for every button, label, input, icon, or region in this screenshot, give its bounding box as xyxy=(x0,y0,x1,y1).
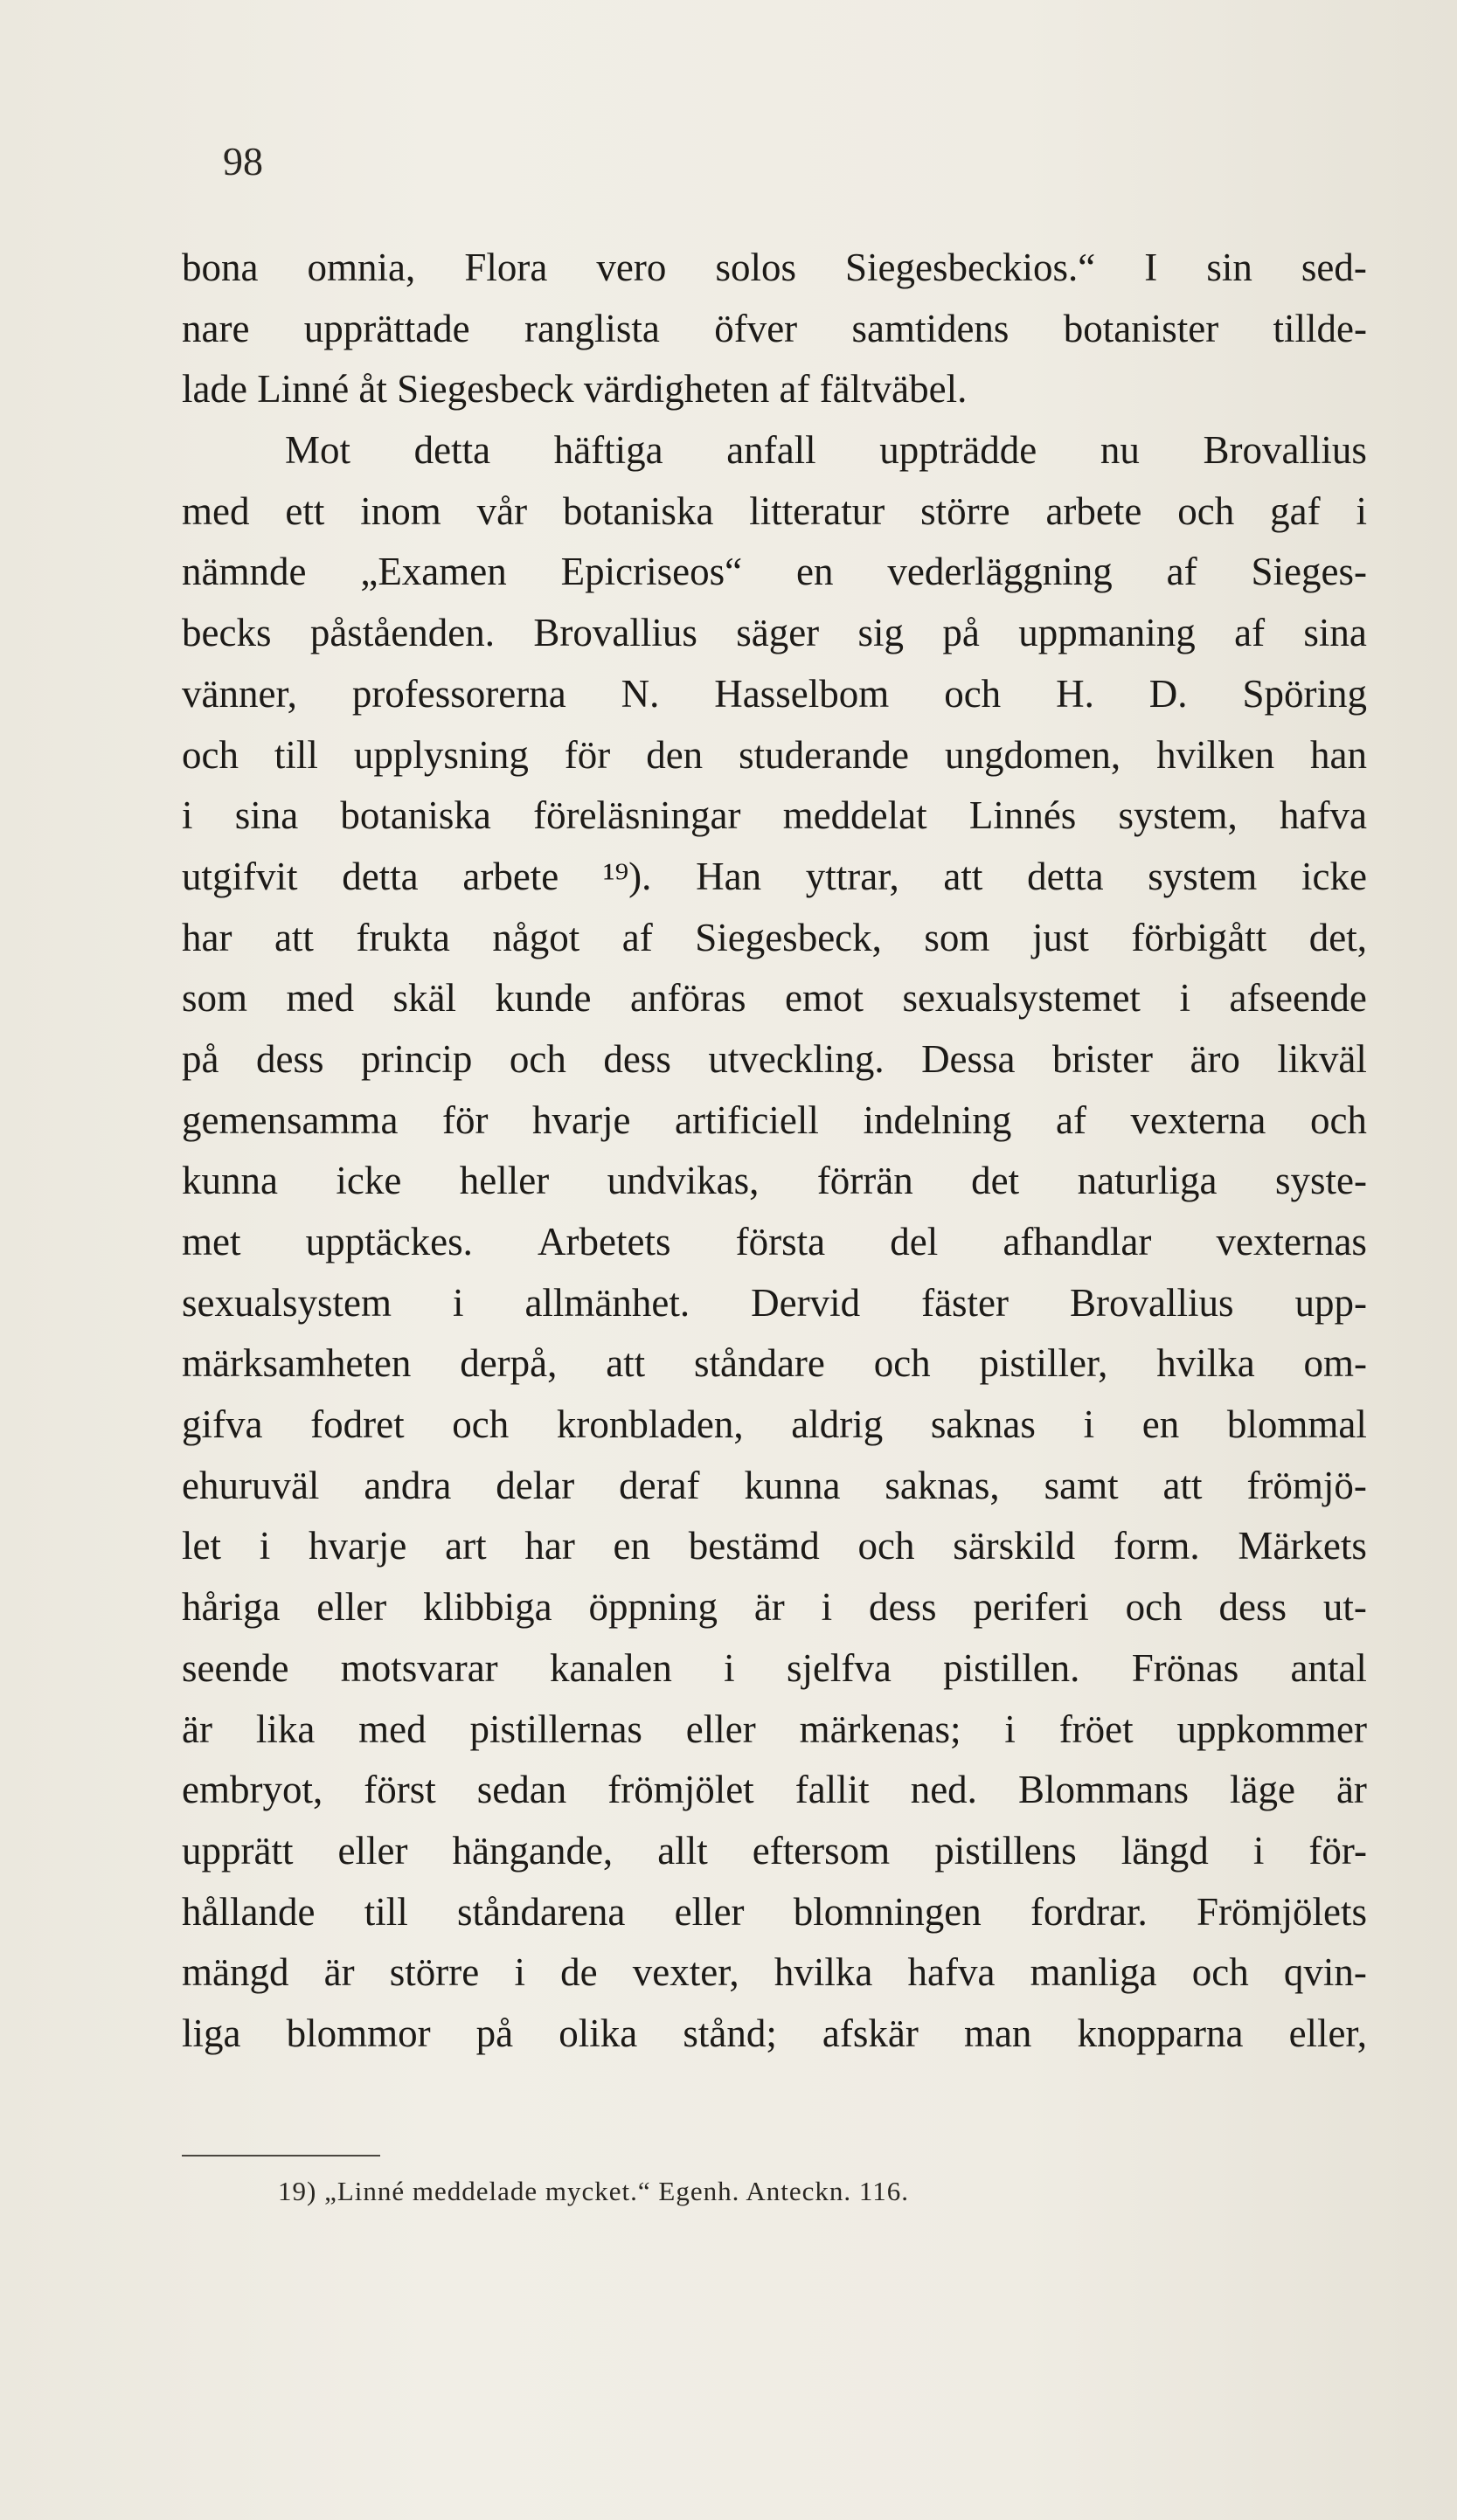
text-line: som med skäl kunde anföras emot sexualsystemet i afseende xyxy=(182,976,1367,1021)
text-line: bona omnia, Flora vero solos Siegesbeckios.“ I sin sed- xyxy=(182,246,1367,289)
text-line: ehuruväl andra delar deraf kunna saknas, samt att frömjö- xyxy=(182,1463,1367,1507)
footnote: 19) „Linné meddelade mycket.“ Egenh. Anteckn. 116. xyxy=(278,2176,910,2206)
text-line: i sina botaniska föreläsningar meddelat Linnés system, hafva xyxy=(182,793,1367,838)
text-line: nare upprättade ranglista öfver samtidens botanister tillde- xyxy=(182,306,1367,350)
text-line: upprätt eller hängande, allt eftersom pistillens längd i för- xyxy=(182,1828,1367,1873)
text-line: mängd är större i de vexter, hvilka hafva manliga och qvin- xyxy=(182,1950,1367,1995)
text-line: becks påståenden. Brovallius säger sig på uppmaning af sina xyxy=(182,611,1367,655)
text-line: lade Linné åt Siegesbeck värdigheten af fältväbel. xyxy=(182,367,968,412)
text-line: gemensamma för hvarje artificiell indelning af vexterna och xyxy=(182,1097,1367,1142)
text-line: met upptäckes. Arbetets första del afhandlar vexternas xyxy=(182,1220,1367,1263)
text-line: hållande till ståndarena eller blomningen fordrar. Frömjölets xyxy=(182,1889,1367,1934)
text-line: nämnde „Examen Epicriseos“ en vederläggning af Sieges- xyxy=(182,550,1367,594)
text-line: let i hvarje art har en bestämd och särskild form. Märkets xyxy=(182,1524,1367,1568)
text-line: vänner, professorerna N. Hasselbom och H. D. Spöring xyxy=(182,671,1367,716)
page-number: 98 xyxy=(223,139,263,183)
text-line: håriga eller klibbiga öppning är i dess periferi och dess ut- xyxy=(182,1585,1367,1630)
text-line: seende motsvarar kanalen i sjelfva pistillen. Frönas antal xyxy=(182,1645,1367,1690)
text-line: på dess princip och dess utveckling. Dessa brister äro likväl xyxy=(182,1036,1367,1081)
text-line: gifva fodret och kronbladen, aldrig saknas i en blommal xyxy=(182,1402,1367,1447)
text-line: embryot, först sedan frömjölet fallit ned. Blommans läge är xyxy=(182,1768,1367,1812)
footnote-rule xyxy=(182,2155,380,2157)
text-line: med ett inom vår botaniska litteratur större arbete och gaf i xyxy=(182,488,1367,533)
text-line: liga blommor på olika stånd; afskär man knopparna eller, xyxy=(182,2011,1367,2055)
text-line: kunna icke heller undvikas, förrän det naturliga syste- xyxy=(182,1159,1367,1203)
text-line: har att frukta något af Siegesbeck, som just förbigått det, xyxy=(182,915,1367,959)
text-line: är lika med pistillernas eller märkenas; i fröet uppkommer xyxy=(182,1707,1367,1751)
text-line: Mot detta häftiga anfall uppträdde nu Brovallius xyxy=(285,428,1367,473)
body-text xyxy=(182,238,1367,2065)
text-line: och till upplysning för den studerande ungdomen, hvilken han xyxy=(182,732,1367,777)
text-line: märksamheten derpå, att ståndare och pistiller, hvilka om- xyxy=(182,1341,1367,1386)
text-line: utgifvit detta arbete ¹⁹). Han yttrar, att detta system icke xyxy=(182,854,1367,898)
text-line: sexualsystem i allmänhet. Dervid fäster Brovallius upp- xyxy=(182,1280,1367,1325)
